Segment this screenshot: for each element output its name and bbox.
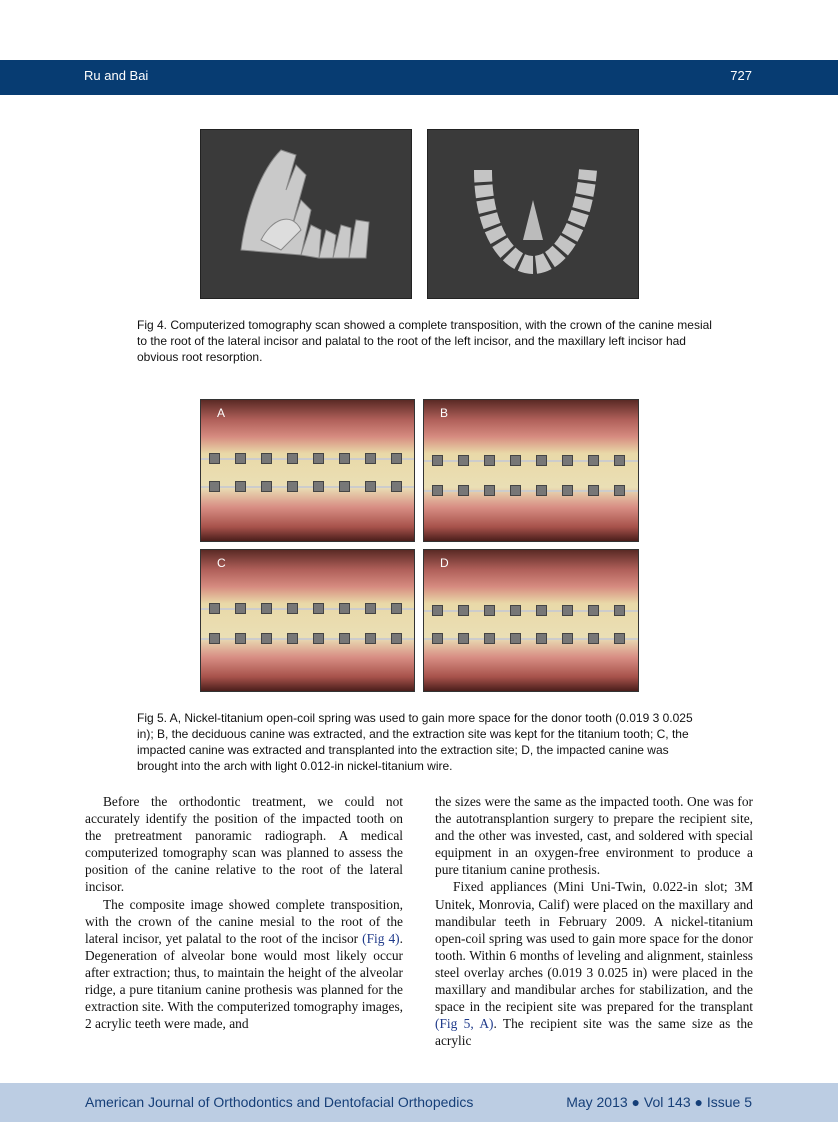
bracket [209, 603, 220, 614]
bracket [261, 481, 272, 492]
bracket [562, 605, 573, 616]
bracket [235, 481, 246, 492]
bracket [510, 633, 521, 644]
bracket [536, 605, 547, 616]
bracket [484, 605, 495, 616]
header-authors: Ru and Bai [84, 68, 149, 83]
text: The composite image showed complete transposition, with the crown of the canine mesial to the root of the lateral incisor, yet palatal to the root of the incisor [85, 896, 403, 946]
bracket [235, 603, 246, 614]
bracket [313, 481, 324, 492]
bracket [313, 603, 324, 614]
text: . The recipient site was the same size as the acrylic [435, 1016, 753, 1049]
bracket [287, 603, 298, 614]
bracket [432, 485, 443, 496]
fig5-caption: Fig 5. A, Nickel-titanium open-coil spring was used to gain more space for the donor tooth (0.019 3 0.025 in); B, the deciduous canine was extracted, and the extraction site was kept for the titanium tooth; C, the impacted canine was extracted and transplanted into the extraction site; D, the impacted canine was brought into the arch with light 0.012-in nickel-titanium wire. [137, 711, 693, 773]
bracket [484, 633, 495, 644]
body-column-right [435, 793, 753, 1049]
bracket [562, 633, 573, 644]
panel-label: C [217, 556, 226, 570]
panel-label: D [440, 556, 449, 570]
bracket [313, 633, 324, 644]
text: . Degeneration of alveolar bone would most likely occur after extraction; thus, to maintain the height of the alveolar ridge, a pure titanium canine prothesis was planned for the extraction site. With the computerized tomography images, 2 acrylic teeth were made, and [85, 930, 403, 1032]
bracket [339, 603, 350, 614]
bracket [510, 485, 521, 496]
bracket [562, 455, 573, 466]
running-footer [0, 1083, 838, 1122]
bracket [432, 455, 443, 466]
fig5-photo-c [200, 549, 415, 692]
bracket [365, 481, 376, 492]
bracket [614, 605, 625, 616]
bracket [365, 603, 376, 614]
bracket [261, 633, 272, 644]
fig5-link[interactable]: (Fig 5, A) [435, 1016, 494, 1032]
bracket [339, 481, 350, 492]
bracket [339, 453, 350, 464]
bracket [536, 485, 547, 496]
bracket [458, 485, 469, 496]
bracket [536, 455, 547, 466]
paragraph [85, 896, 403, 1033]
running-header [0, 60, 838, 95]
fig4-ct-scan-lateral [200, 129, 412, 299]
bracket [484, 485, 495, 496]
text: Fixed appliances (Mini Uni-Twin, 0.022-in slot; 3M Unitek, Monrovia, Calif) were placed on the maxillary and mandibular teeth in February 2009. A nickel-titanium open-coil spring was used to gain more space for the donor tooth. Within 6 months of leveling and alignment, stainless steel overlay arches (0.019 3 0.025 in) were placed in the maxillary and mandibular arches for stabilization, and the space in the recipient site was prepared for the transplant [435, 879, 753, 1015]
bracket [614, 633, 625, 644]
bracket [588, 605, 599, 616]
bracket [391, 453, 402, 464]
fig5-photo-d [423, 549, 639, 692]
bracket [339, 633, 350, 644]
paragraph [435, 878, 753, 1049]
paragraph: the sizes were the same as the impacted tooth. One was for the autotransplantion surgery to prepare the recipient site, and the other was invested, cast, and soldered with special equipment in an oxygen-free environment to produce a pure titanium canine prothesis. [435, 794, 753, 878]
paragraph: Before the orthodontic treatment, we could not accurately identify the position of the impacted tooth on the pretreatment panoramic radiograph. A medical computerized tomography scan was planned to assess the position of the canine relative to the root of the lateral incisor. [85, 794, 403, 895]
bracket [391, 481, 402, 492]
bracket [614, 455, 625, 466]
bracket [588, 455, 599, 466]
bracket [391, 633, 402, 644]
fig4-link[interactable]: (Fig 4) [362, 930, 400, 946]
bracket [209, 453, 220, 464]
bracket [510, 455, 521, 466]
bracket [235, 453, 246, 464]
bracket [235, 633, 246, 644]
bracket [458, 605, 469, 616]
bracket [458, 633, 469, 644]
header-page-number: 727 [730, 68, 752, 83]
fig5-photo-a [200, 399, 415, 542]
bracket [287, 633, 298, 644]
bracket [614, 485, 625, 496]
bracket [432, 605, 443, 616]
bracket [261, 603, 272, 614]
bracket [209, 633, 220, 644]
bracket [209, 481, 220, 492]
bracket [261, 453, 272, 464]
fig4-caption: Fig 4. Computerized tomography scan showed a complete transposition, with the crown of the canine mesial to the root of the lateral incisor and palatal to the root of the left incisor, and the maxillary left incisor had obvious root resorption. [137, 318, 712, 364]
bracket [391, 603, 402, 614]
panel-label: B [440, 406, 449, 420]
bracket [588, 633, 599, 644]
bracket [287, 453, 298, 464]
bracket [365, 633, 376, 644]
bracket [458, 455, 469, 466]
bracket [432, 633, 443, 644]
bracket [287, 481, 298, 492]
panel-label: A [217, 406, 226, 420]
footer-issue: May 2013 ● Vol 143 ● Issue 5 [566, 1094, 752, 1110]
bracket [365, 453, 376, 464]
bracket [484, 455, 495, 466]
bracket [562, 485, 573, 496]
fig4-ct-scan-occlusal [427, 129, 639, 299]
bracket [313, 453, 324, 464]
body-column-left [85, 793, 403, 1032]
bracket [588, 485, 599, 496]
footer-journal: American Journal of Orthodontics and Dentofacial Orthopedics [85, 1094, 474, 1110]
fig5-photo-b [423, 399, 639, 542]
bracket [510, 605, 521, 616]
bracket [536, 633, 547, 644]
